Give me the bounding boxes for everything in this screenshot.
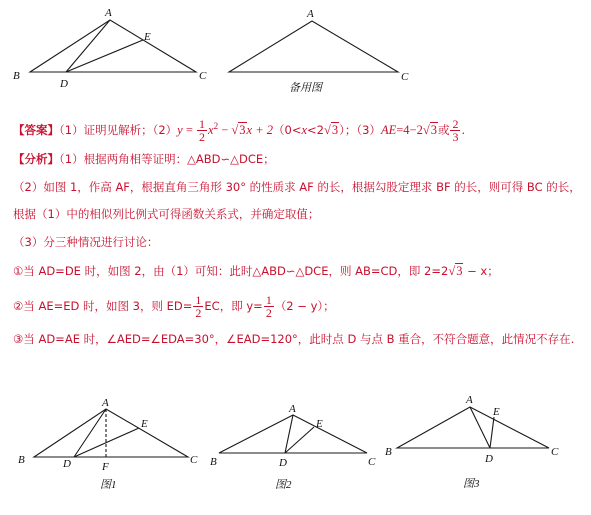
fig3-caption: 图3 <box>463 478 480 490</box>
segment-ad <box>66 20 110 72</box>
answer-or: 或 <box>437 122 450 137</box>
case2-frac1 <box>193 294 203 319</box>
figure-1 <box>18 397 198 491</box>
figure-main <box>0 0 591 100</box>
fig2-triangle <box>219 415 367 453</box>
answer-range-x: x <box>301 122 308 137</box>
answer-frac23 <box>450 118 460 143</box>
answer-frac23-den: 3 <box>452 129 459 144</box>
fig3-de <box>490 417 494 448</box>
triangle-abc <box>30 20 196 72</box>
case1-line <box>13 262 583 280</box>
answer-range-sqrt: √3 <box>323 122 339 137</box>
answer-half <box>197 118 207 143</box>
fig3-label-a: A <box>466 394 473 406</box>
fig3-label-c: C <box>551 446 559 458</box>
answer-line <box>13 113 583 144</box>
spare-label-c: C <box>401 71 409 83</box>
answer-y: y <box>177 122 183 137</box>
fig3-label-d: D <box>485 453 493 465</box>
analysis-line1 <box>13 150 583 168</box>
case1-sqrt: √3 <box>448 264 463 278</box>
fig2-label-a: A <box>289 403 296 415</box>
answer-frac23-num: 2 <box>452 116 459 131</box>
label-a: A <box>105 7 112 19</box>
spare-label-a: A <box>307 8 314 20</box>
fig1-label-e: E <box>141 418 148 430</box>
answer-x-plus2: x + 2 <box>246 122 274 137</box>
figure-2 <box>210 403 376 491</box>
answer-ae-label: AE <box>380 122 397 137</box>
answer-half-den: 2 <box>199 129 206 144</box>
answer-tag: 【答案】 <box>13 122 59 137</box>
fig2-label-d: D <box>279 457 287 469</box>
label-d: D <box>60 78 68 90</box>
segment-de <box>66 40 143 72</box>
analysis-text1: （1）根据两角相等证明：△ABD∽△DCE； <box>59 152 275 166</box>
answer-range-lt: <2 <box>307 122 324 137</box>
case2-text-b: EC，即 y= <box>204 299 263 313</box>
case2-line <box>13 292 583 320</box>
fig1-label-c: C <box>190 454 198 466</box>
analysis-line3: 根据（1）中的相似列比例式可得函数关系式，并确定取值； <box>13 207 320 221</box>
fig1-label-a: A <box>102 397 109 409</box>
spare-triangle <box>229 21 398 72</box>
label-e: E <box>144 31 151 43</box>
answer-minus: − <box>218 122 232 137</box>
answer-eq: = <box>182 122 197 137</box>
fig2-label-c: C <box>368 456 376 468</box>
case2-frac2-den: 2 <box>265 306 272 320</box>
answer-part1: （1）证明见解析； <box>59 122 153 137</box>
fig2-label-e: E <box>316 418 323 430</box>
answer-sup2: 2 <box>213 121 219 131</box>
case1-text-b: − x； <box>463 264 499 278</box>
case2-text-a: ②当 AE=ED 时，如图 3，则 ED= <box>13 299 193 313</box>
fig2-label-b: B <box>210 456 217 468</box>
fig1-label-f: F <box>102 461 109 473</box>
figures-bottom <box>0 395 591 515</box>
fig1-label-d: D <box>63 458 71 470</box>
case2-frac1-den: 2 <box>195 306 202 320</box>
answer-part3-prefix: （3） <box>356 122 381 137</box>
answer-ae-sqrt: √3 <box>422 122 437 137</box>
answer-end: . <box>461 122 466 137</box>
fig3-label-b: B <box>385 446 392 458</box>
answer-range-open: （0< <box>273 122 302 137</box>
case2-frac2 <box>264 294 274 319</box>
case1-text-a: ①当 AD=DE 时，如图 2，由（1）可知：此时△ABD∽△DCE，则 AB=CD，即 2=2 <box>13 264 449 278</box>
analysis-line2: （2）如图 1，作高 AF，根据直角三角形 30° 的性质求 AF 的长，根据勾股定理求 BF 的长，则可得 BC 的长， <box>13 180 581 194</box>
case2-frac2-num: 1 <box>265 293 272 307</box>
fig3-ad <box>470 407 490 448</box>
case2-text-c: （2 − y）； <box>274 299 335 313</box>
fig3-label-e: E <box>493 406 500 418</box>
answer-part2-prefix: （2） <box>152 122 178 137</box>
case2-frac1-num: 1 <box>195 293 202 307</box>
fig1-triangle <box>34 409 188 457</box>
case3-line: ③当 AD=AE 时，∠AED=∠EDA=30°，∠EAD=120°，此时点 D 与点 B 重合，不符合题意，此情况不存在. <box>13 332 575 346</box>
answer-ae-eq: =4−2 <box>396 122 423 137</box>
figure-3 <box>385 394 559 490</box>
analysis-line4: （3）分三种情况进行讨论： <box>13 235 159 249</box>
fig2-caption: 图2 <box>275 479 292 491</box>
answer-x2: x <box>208 122 214 137</box>
answer-half-num: 1 <box>199 116 206 131</box>
fig1-label-b: B <box>18 454 25 466</box>
answer-range-close: ）； <box>339 122 357 137</box>
fig1-caption: 图1 <box>100 479 117 491</box>
analysis-tag: 【分析】 <box>13 152 59 166</box>
label-c: C <box>199 70 207 82</box>
label-b: B <box>13 70 20 82</box>
answer-sqrt: √3 <box>231 122 246 137</box>
spare-caption: 备用图 <box>289 82 322 94</box>
